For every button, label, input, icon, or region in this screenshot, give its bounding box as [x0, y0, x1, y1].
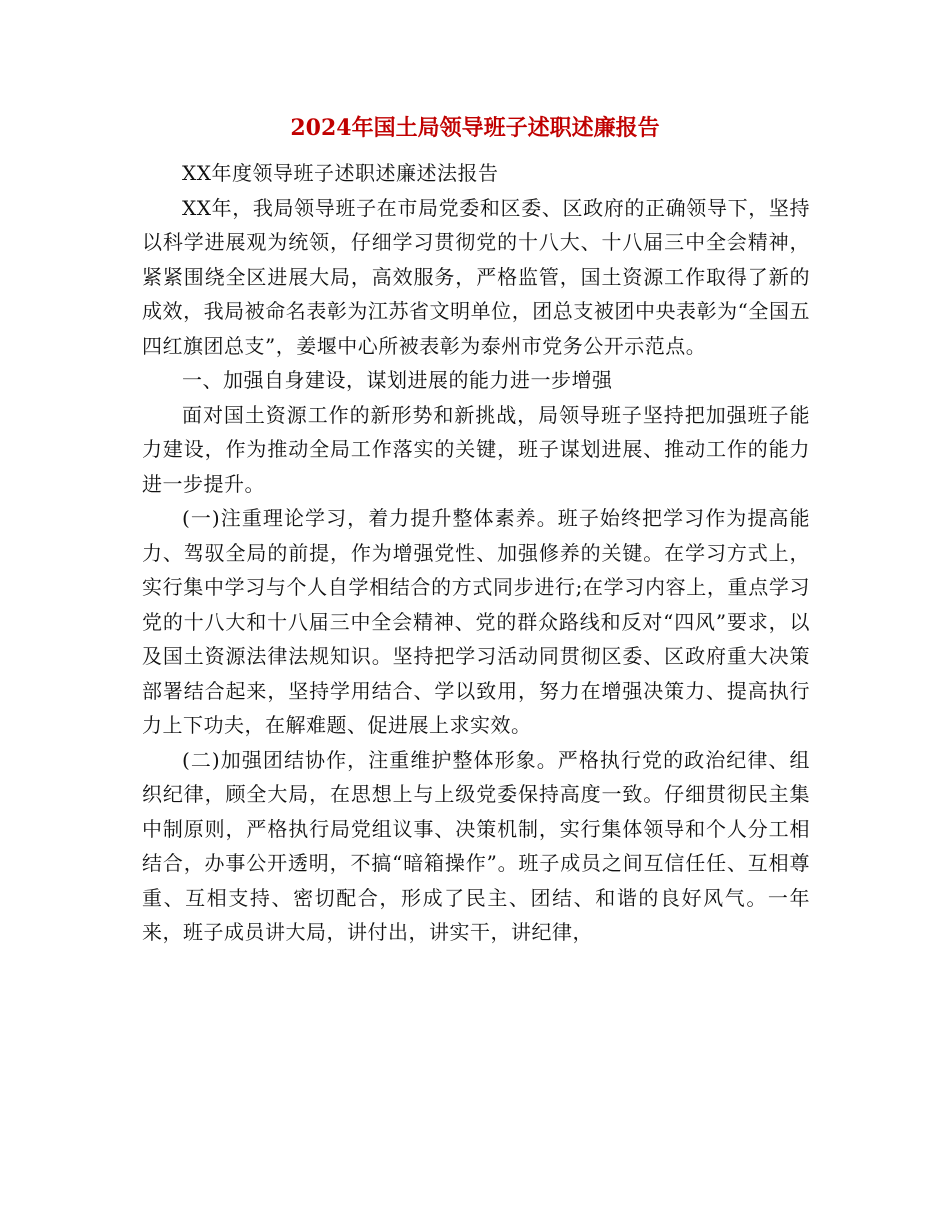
document-title: 2024年国土局领导班子述职述廉报告 — [290, 115, 660, 141]
paragraph-report-subtitle: XX年度领导班子述职述廉述法报告 — [182, 161, 499, 185]
paragraph-item-1-theory-study: (一)注重理论学习，着力提升整体素养。班子始终把学习作为提高能力、驾驭全局的前提，作为增强党性、加强修养的关键。在学习方式上，实行集中学习与个人自学相结合的方式同步进行;在学习内容上，重点学习党的十八大和十八届三中全会精神、党的群众路线和反对“四风”要求，以及国土资源法律法规知识。坚持把学习活动同贯彻区委、区政府重大决策部署结合起来，坚持学用结合、学以致用，努力在增强决策力、提高执行力上下功夫，在解难题、促进展上求实效。 — [142, 506, 810, 737]
paragraph-item-2-unity: (二)加强团结协作，注重维护整体形象。严格执行党的政治纪律、组织纪律，顾全大局，在思想上与上级党委保持高度一致。仔细贯彻民主集中制原则，严格执行局党组议事、决策机制，实行集体领导和个人分工相结合，办事公开透明，不搞“暗箱操作”。班子成员之间互信任任、互相尊重、互相支持、密切配合，形成了民主、团结、和谐的良好风气。一年来，班子成员讲大局，讲付出，讲实干，讲纪律， — [142, 747, 810, 944]
document-body — [142, 156, 810, 950]
paragraph-section-heading-1: 一、加强自身建设，谋划进展的能力进一步增强 — [182, 368, 613, 392]
paragraph-section-1-overview: 面对国土资源工作的新形势和新挑战，局领导班子坚持把加强班子能力建设，作为推动全局工作落实的关键，班子谋划进展、推动工作的能力进一步提升。 — [142, 402, 810, 496]
paragraph-intro: XX年，我局领导班子在市局党委和区委、区政府的正确领导下，坚持以科学进展观为统领，仔细学习贯彻党的十八大、十八届三中全会精神，紧紧围绕全区进展大局，高效服务，严格监管，国土资源工作取得了新的成效，我局被命名表彰为江苏省文明单位，团总支被团中央表彰为“全国五四红旗团总支”，姜堰中心所被表彰为泰州市党务公开示范点。 — [142, 195, 810, 358]
